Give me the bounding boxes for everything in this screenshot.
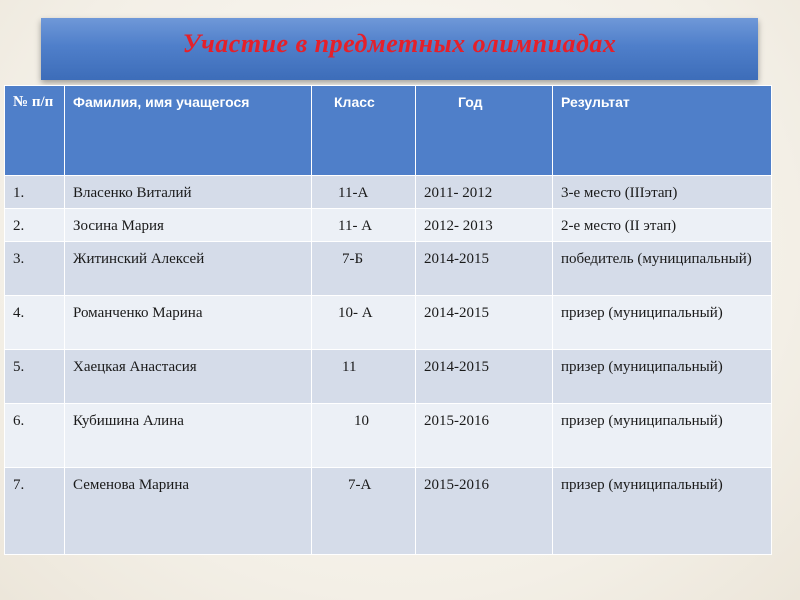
table-row — [5, 296, 772, 350]
cell-result: призер (муниципальный) — [553, 404, 772, 468]
cell-year: 2012- 2013 — [416, 209, 553, 242]
cell-num: 1. — [5, 176, 65, 209]
header-name: Фамилия, имя учащегося — [65, 86, 312, 176]
cell-result: 2-е место (II этап) — [553, 209, 772, 242]
header-class: Класс — [312, 86, 416, 176]
table-row — [5, 468, 772, 555]
page-title: Участие в предметных олимпиадах — [182, 29, 617, 58]
cell-year: 2014-2015 — [416, 296, 553, 350]
cell-result: призер (муниципальный) — [553, 468, 772, 555]
cell-class: 7-Б — [312, 242, 416, 296]
cell-year: 2015-2016 — [416, 404, 553, 468]
cell-num: 6. — [5, 404, 65, 468]
cell-class: 10- А — [312, 296, 416, 350]
cell-name: Власенко Виталий — [65, 176, 312, 209]
cell-num: 2. — [5, 209, 65, 242]
table-row — [5, 209, 772, 242]
cell-name: Кубишина Алина — [65, 404, 312, 468]
cell-year: 2011- 2012 — [416, 176, 553, 209]
cell-year: 2014-2015 — [416, 350, 553, 404]
cell-name: Хаецкая Анастасия — [65, 350, 312, 404]
cell-class: 11 — [312, 350, 416, 404]
cell-class: 10 — [312, 404, 416, 468]
cell-num: 7. — [5, 468, 65, 555]
cell-year: 2014-2015 — [416, 242, 553, 296]
results-table — [4, 85, 772, 555]
cell-result: победитель (муниципальный) — [553, 242, 772, 296]
cell-name: Романченко Марина — [65, 296, 312, 350]
title-banner — [41, 18, 758, 80]
header-year: Год — [416, 86, 553, 176]
cell-name: Зосина Мария — [65, 209, 312, 242]
cell-result: призер (муниципальный) — [553, 296, 772, 350]
table-row — [5, 350, 772, 404]
table-row — [5, 176, 772, 209]
header-num: № п/п — [5, 86, 65, 176]
cell-class: 11- А — [312, 209, 416, 242]
cell-name: Семенова Марина — [65, 468, 312, 555]
table-header-row — [5, 86, 772, 176]
cell-num: 3. — [5, 242, 65, 296]
cell-num: 5. — [5, 350, 65, 404]
table-row — [5, 404, 772, 468]
table-row — [5, 242, 772, 296]
cell-year: 2015-2016 — [416, 468, 553, 555]
cell-result: 3-е место (IIIэтап) — [553, 176, 772, 209]
cell-class: 11-А — [312, 176, 416, 209]
cell-num: 4. — [5, 296, 65, 350]
cell-name: Житинский Алексей — [65, 242, 312, 296]
header-result: Результат — [553, 86, 772, 176]
cell-class: 7-А — [312, 468, 416, 555]
cell-result: призер (муниципальный) — [553, 350, 772, 404]
